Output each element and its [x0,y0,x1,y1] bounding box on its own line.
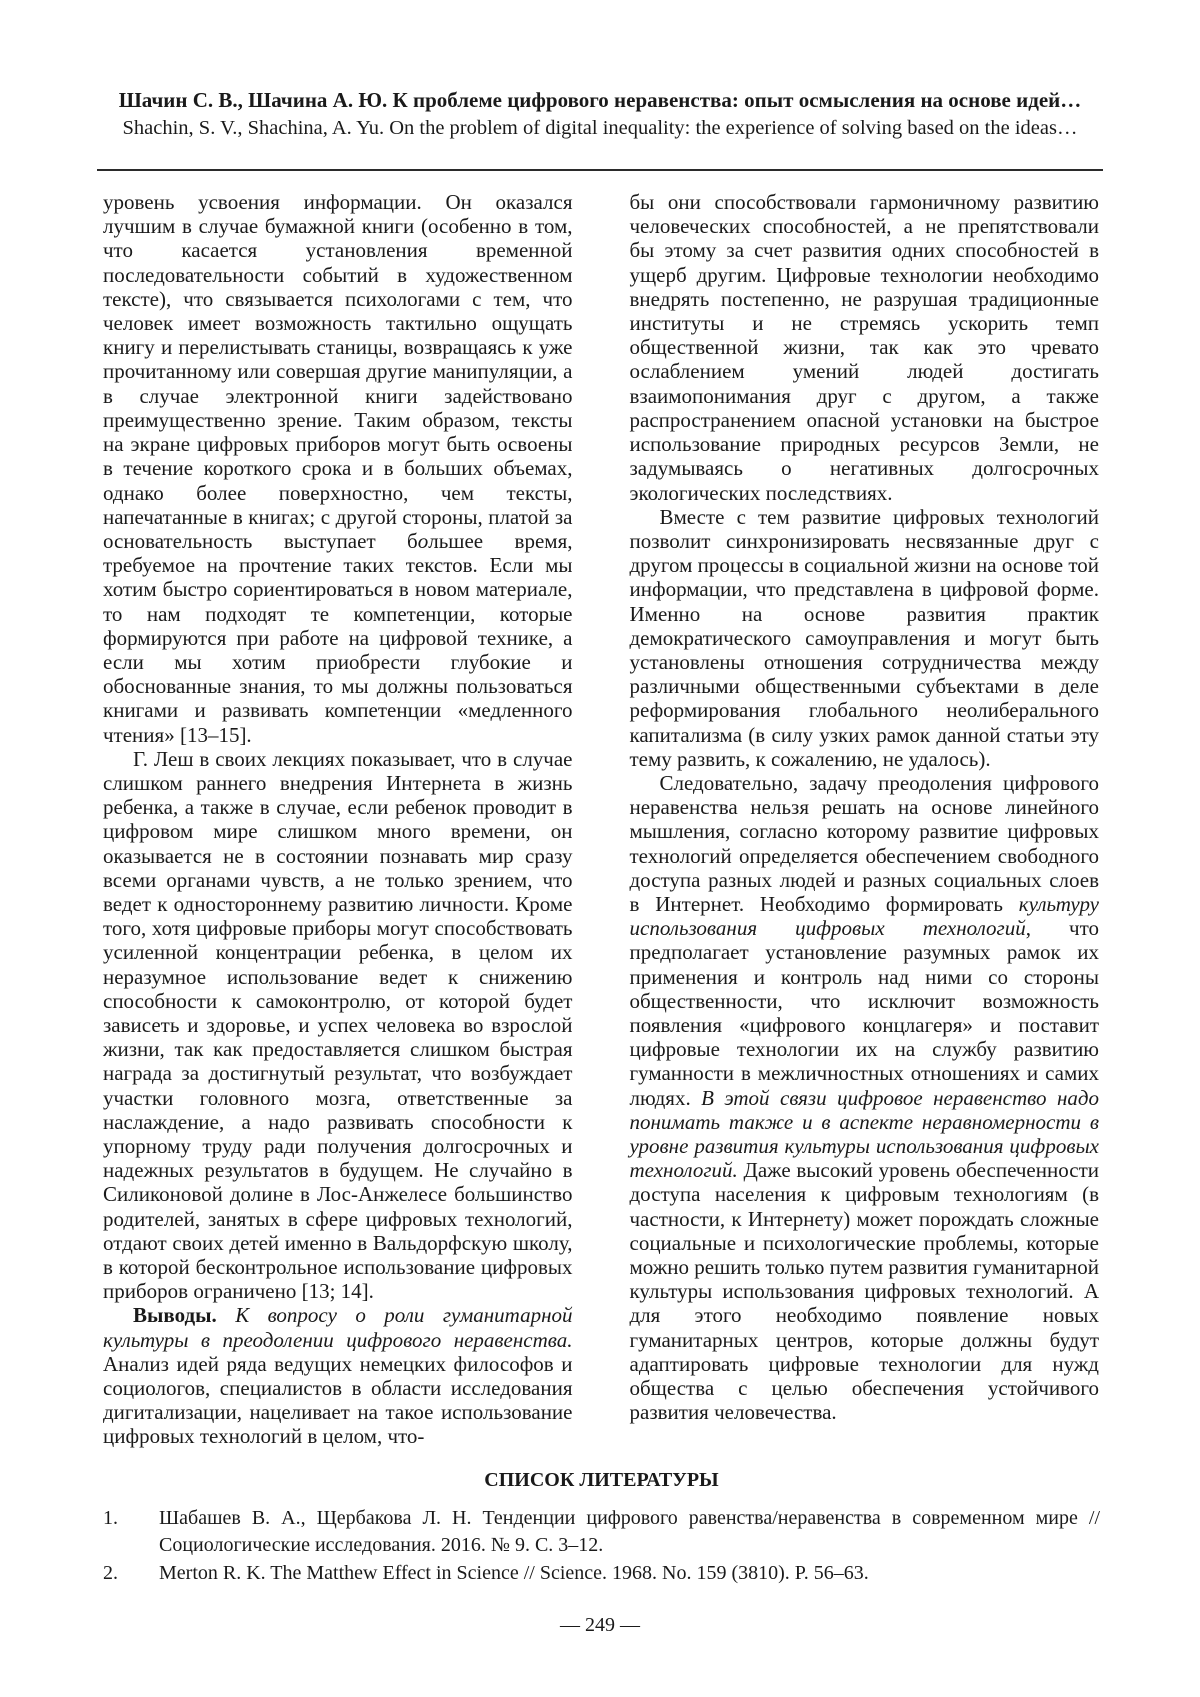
reference-item [103,1560,1100,1588]
text-segment-italic: культуру использования цифровых технологий [629,891,1099,941]
header-divider-rule [97,169,1103,171]
text-segment-bold: Выводы. [133,1303,236,1328]
page-footer [0,1614,1200,1637]
article-body [103,190,1099,1449]
body-paragraph [630,190,1100,505]
text-column-left [103,190,573,1449]
reference-text: Шабашев В. А., Щербакова Л. Н. Тенденции цифрового равенства/неравенства в современном мире // Социологические исследования. 2016. № 9. С. 3–12. [159,1506,1100,1557]
references-heading: СПИСОК ЛИТЕРАТУРЫ [484,1468,719,1491]
running-header-title-ru: Шачин С. В., Шачина А. Ю. К проблеме цифрового неравенства: опыт осмысления на основе идей… [118,88,1082,112]
text-segment-italic: о [417,528,429,553]
text-segment-regular: Г. Леш в своих лекциях показывает, что в случае слишком раннего внедрения Интернета в жизнь ребенка, а также в случае, если ребенок проводит в цифровом мире слишком много времени, он оказывается не в состоянии познавать мир сразу всеми органами чувств, а не только зрением, что ведет к одностороннему развитию личности. Кроме того, хотя цифровые приборы могут способствовать усиленной концентрации ребенка, в целом их неразумное использование ведет к снижению способности к самоконтролю, от которой будет зависеть и здоровье, и успех человека во взрослой жизни, так как предоставляется слишком быстрая награда за достигнутый результат, что возбуждает участки головного мозга, ответственные за наслаждение, а надо развивать способности к упорному труду ради получения долгосрочных и надежных результатов в будущем. Не случайно в Силиконовой долине в Лос-Анжелесе большинство родителей, занятых в сфере цифровых технологий, отдают своих детей именно в Вальдорфскую школу, в которой бесконтрольное использование цифровых приборов ограничено [13; 14]. [103,746,573,1304]
text-segment-regular: Даже высокий уровень обеспеченности доступа населения к цифровым технологиям (в частности, к Интернету) может порождать сложные социальные и психологические проблемы, которые можно решить только путем развития гуманитарной культуры использования цифровых технологий. А для этого необходимо появление новых гуманитарных центров, которые должны будут адаптировать цифровые технологии для нужд общества с целью обеспечения устойчивого развития человечества. [629,1158,1099,1425]
body-paragraph [103,190,573,747]
reference-text: Merton R. K. The Matthew Effect in Science // Science. 1968. No. 159 (3810). P. 56–63. [159,1561,869,1584]
running-header [0,0,1200,144]
text-segment-regular: Следовательно, задачу преодоления цифрового неравенства нельзя решать на основе линейного мышления, согласно которому развитие цифровых технологий определяется обеспечением свободного доступа разных людей и разных социальных слоев в Интернет. Необходимо формировать [629,770,1099,916]
reference-number: 2. [103,1561,118,1584]
text-column-right [630,190,1100,1449]
body-paragraph [630,771,1100,1424]
body-paragraph [630,505,1100,771]
text-segment-italic: В этой связи цифровое неравенство надо понимать также и в аспекте неравномерности в уровне развития культуры использования цифровых технологий. [629,1085,1099,1183]
reference-item [103,1505,1100,1560]
page-number: — 249 — [560,1614,640,1637]
text-segment-regular: льшее время, требуемое на прочтение таких текстов. Если мы хотим быстро сориентироваться в новом материале, то нам подходят те компетенции, которые формируются при работе на цифровой технике, а если мы хотим приобрести глубокие и обоснованные знания, то мы должны пользоваться книгами и развивать компетенции «медленного чтения» [13–15]. [103,528,573,747]
text-segment-italic: К вопросу о роли гуманитарной культуры в преодолении цифрового неравенства. [103,1303,573,1352]
running-header-title-en: Shachin, S. V., Shachina, A. Yu. On the problem of digital inequality: the experience of solving based on the ideas… [122,117,1078,140]
body-paragraph [103,1303,573,1448]
references-section [103,1469,1100,1588]
body-paragraph [103,747,573,1304]
text-segment-regular: , что предполагает установление разумных рамок их применения и контроль над ними со стороны общественности, что исключит возможность появления «цифрового концлагеря» и поставит цифровые технологии их на службу развитию гуманности в межличностных отношениях и самих людях. [629,916,1099,1110]
text-segment-regular: Анализ идей ряда ведущих немецких философов и социологов, специалистов в области исследования дигитализации, нацеливает на такое использование цифровых технологий в целом, что- [103,1351,573,1449]
text-segment-regular: уровень усвоения информации. Он оказался лучшим в случае бумажной книги (особенно в том, что касается установления временной последовательности событий в художественном тексте), что связывается психологами с тем, что человек имеет возможность тактильно ощущать книгу и перелистывать станицы, возвращаясь к уже прочитанному или совершая другие манипуляции, а в случае электронной книги задействовано преимущественно зрение. Таким образом, тексты на экране цифровых приборов могут быть освоены в течение короткого срока и в больших объемах, однако более поверхностно, чем тексты, напечатанные в книгах; с другой стороны, платой за основательность выступает б [103,190,573,553]
text-segment-regular: бы они способствовали гармоничному развитию человеческих способностей, а не препятствовали бы этому за счет развития одних способностей в ущерб другим. Цифровые технологии необходимо внедрять постепенно, не разрушая традиционные институты и не стремясь ускорить темп общественной жизни, так как это чревато ослаблением умений людей достигать взаимопонимания друг с другом, а также распространением опасной установки на быстрое использование природных ресурсов Земли, не задумываясь о негативных долгосрочных экологических последствиях. [629,190,1099,505]
reference-number: 1. [103,1506,118,1529]
text-segment-regular: Вместе с тем развитие цифровых технологий позволит синхронизировать несвязанные друг с другом процессы в социальной жизни на основе той информации, что представлена в цифровой форме. Именно на основе развития практик демократического самоуправления и могут быть установлены отношения сотрудничества между различными общественными субъектами в деле реформирования глобального неолиберального капитализма (в силу узких рамок данной статьи эту тему развить, к сожалению, не удалось). [629,504,1099,771]
